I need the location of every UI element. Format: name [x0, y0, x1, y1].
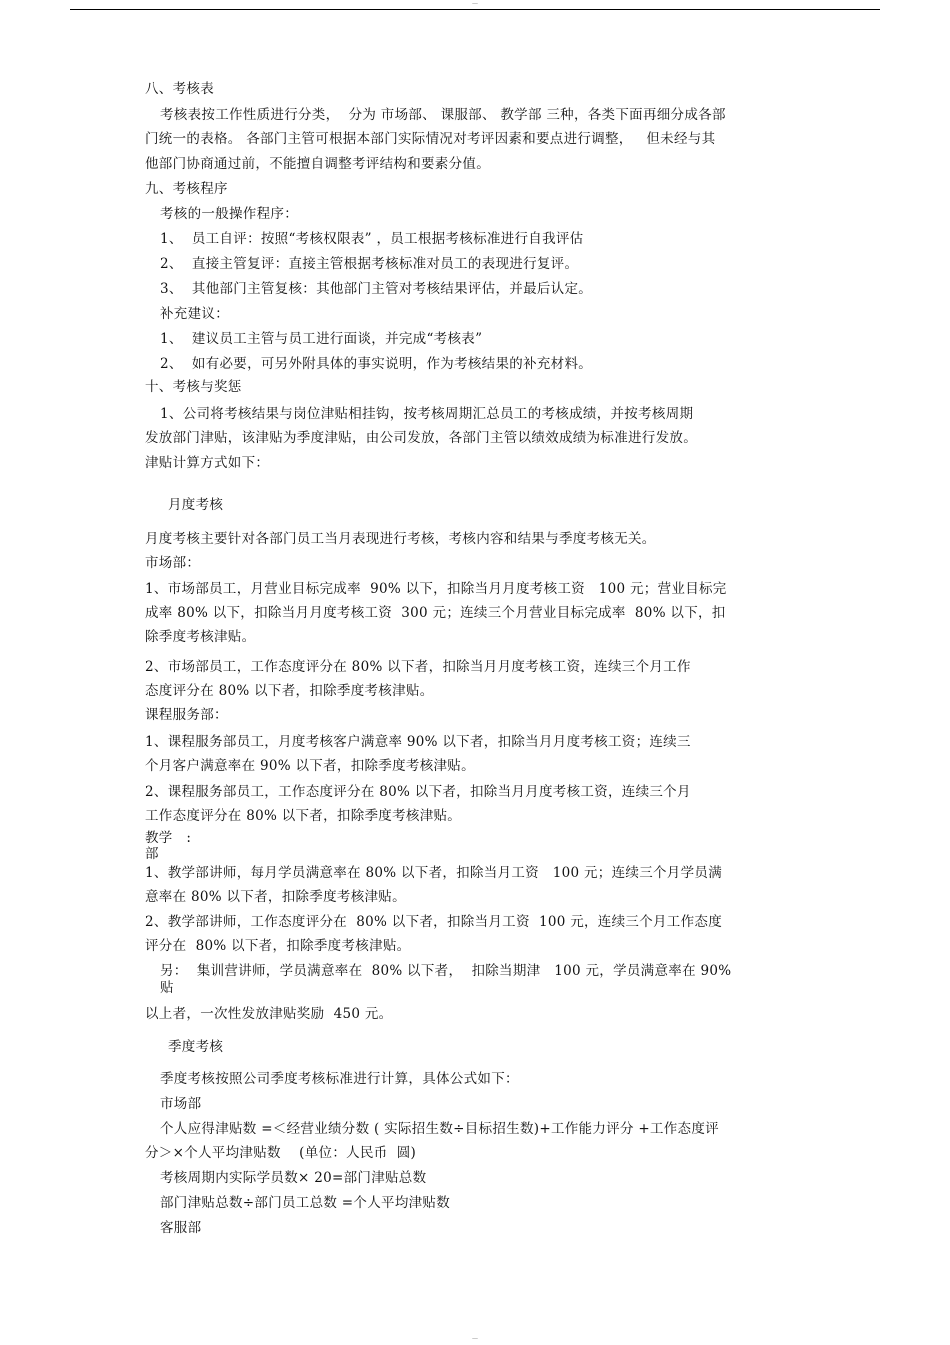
q-formula-l3: 考核周期内实际学员数× 20=部门津贴总数 — [160, 1170, 427, 1186]
q-formula-l2: 分＞×个人平均津贴数 (单位：人民币 圆) — [145, 1145, 417, 1161]
header-mark: — — [472, 0, 478, 7]
mkt1-l2: 成率 80% 以下，扣除当月月度考核工资 300 元；连续三个月营业目标完成率 80% 以下，扣 — [145, 605, 726, 621]
s8-p1-l2: 门统一的表格。 各部门主管可根据本部门实际情况对考评因素和要点进行调整， 但未经与其 — [145, 131, 716, 147]
quarterly-title: 季度考核 — [168, 1039, 224, 1055]
edu1-l1: 1、教学部讲师，每月学员满意率在 80% 以下者，扣除当月工资 100 元；连续三个月学员满 — [145, 865, 723, 881]
s10-p1-l3: 津贴计算方式如下： — [145, 455, 270, 471]
s9-step1: 1、 员工自评：按照“考核权限表” ，员工根据考核标准进行自我评估 — [160, 231, 584, 247]
footer-mark: — — [472, 1335, 478, 1342]
svc2-l1: 2、课程服务部员工，工作态度评分在 80% 以下者，扣除当月月度考核工资，连续三个月 — [145, 784, 691, 800]
s10-title: 十、考核与奖惩 — [145, 379, 242, 395]
q-svc: 客服部 — [160, 1220, 202, 1236]
s8-p1-l1: 考核表按工作性质进行分类， 分为 市场部、 课服部、 教学部 三种，各类下面再细分成各部 — [160, 107, 726, 123]
s9-step3: 3、 其他部门主管复核：其他部门主管对考核结果评估，并最后认定。 — [160, 281, 593, 297]
svc1-l2: 个月客户满意率在 90% 以下者，扣除季度考核津贴。 — [145, 758, 475, 774]
mkt1-l3: 除季度考核津贴。 — [145, 629, 256, 645]
mkt2-l2: 态度评分在 80% 以下者，扣除季度考核津贴。 — [145, 683, 434, 699]
s9-intro: 考核的一般操作程序： — [160, 206, 298, 222]
q-formula-l1: 个人应得津贴数 =＜经营业绩分数 ( 实际招生数÷目标招生数)+工作能力评分 +工作态度评 — [160, 1121, 719, 1137]
q-formula-l4: 部门津贴总数÷部门员工总数 =个人平均津贴数 — [160, 1195, 451, 1211]
s9-supp: 补充建议： — [160, 306, 229, 322]
s9-step2: 2、 直接主管复评：直接主管根据考核标准对员工的表现进行复评。 — [160, 256, 579, 272]
q-desc: 季度考核按照公司季度考核标准进行计算，具体公式如下： — [160, 1071, 519, 1087]
mkt-label: 市场部： — [145, 555, 201, 571]
edu-note-l1: 另： 集训营讲师，学员满意率在 80% 以下者， 扣除当期津 100 元，学员满意率在 90% — [160, 963, 732, 979]
edu-label-b: 部 — [145, 846, 159, 862]
q-mkt: 市场部 — [160, 1096, 202, 1112]
mkt2-l1: 2、市场部员工，工作态度评分在 80% 以下者，扣除当月月度考核工资，连续三个月工作 — [145, 659, 691, 675]
svc2-l2: 工作态度评分在 80% 以下者，扣除季度考核津贴。 — [145, 808, 462, 824]
svc1-l1: 1、课程服务部员工，月度考核客户满意率 90% 以下者，扣除当月月度考核工资；连续三 — [145, 734, 691, 750]
s9-title: 九、考核程序 — [145, 181, 228, 197]
s9-supp1: 1、 建议员工主管与员工进行面谈，并完成“考核表” — [160, 331, 483, 347]
edu1-l2: 意率在 80% 以下者，扣除季度考核津贴。 — [145, 889, 406, 905]
edu2-l1: 2、教学部讲师，工作态度评分在 80% 以下者，扣除当月工资 100 元，连续三个月工作态度 — [145, 914, 723, 930]
edu2-l2: 评分在 80% 以下者，扣除季度考核津贴。 — [145, 938, 411, 954]
mkt1-l1: 1、市场部员工，月营业目标完成率 90% 以下，扣除当月月度考核工资 100 元；营业目标完 — [145, 581, 727, 597]
edu-note-l2: 贴 — [160, 980, 174, 996]
svc-label: 课程服务部： — [145, 707, 228, 723]
monthly-desc: 月度考核主要针对各部门员工当月表现进行考核，考核内容和结果与季度考核无关。 — [145, 531, 656, 547]
s10-p1-l2: 发放部门津贴，该津贴为季度津贴，由公司发放，各部门主管以绩效成绩为标准进行发放。 — [145, 430, 697, 446]
s10-p1-l1: 1、公司将考核结果与岗位津贴相挂钩，按考核周期汇总员工的考核成绩，并按考核周期 — [160, 406, 694, 422]
s8-p1-l3: 他部门协商通过前，不能擅自调整考评结构和要素分值。 — [145, 156, 490, 172]
s8-title: 八、考核表 — [145, 81, 214, 97]
edu-label-a: 教学 : — [145, 830, 192, 846]
edu-note-l3: 以上者，一次性发放津贴奖励 450 元。 — [145, 1006, 393, 1022]
s9-supp2: 2、 如有必要，可另外附具体的事实说明，作为考核结果的补充材料。 — [160, 356, 593, 372]
monthly-title: 月度考核 — [168, 497, 224, 513]
